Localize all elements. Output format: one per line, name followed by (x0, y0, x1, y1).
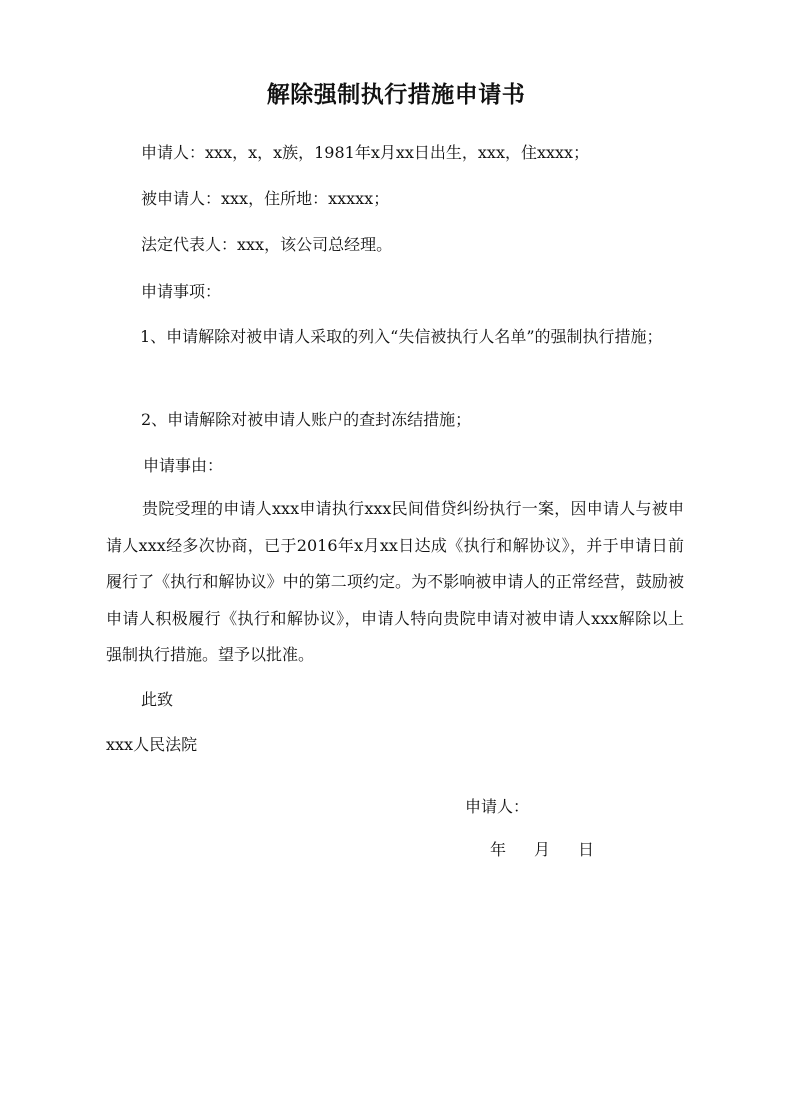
date-month-label: 月 (534, 840, 551, 859)
legal-representative-line: 法定代表人：xxx，该公司总经理。 (141, 235, 393, 254)
matters-heading: 申请事项： (141, 282, 222, 301)
court-name: xxx人民法院 (106, 735, 198, 754)
respondent-line: 被申请人：xxx，住所地：xxxxx； (141, 189, 390, 208)
date-day-label: 日 (578, 840, 595, 859)
reasons-heading: 申请事由： (143, 456, 224, 475)
reasons-body: 贵院受理的申请人xxx申请执行xxx民间借贷纠纷执行一案，因申请人与被申请人xxx经多次协商，已于2016年x月xx日达成《执行和解协议》，并于申请日前履行了《执行和解协议》中的第二项约定。为不影响被申请人的正常经营，鼓励被申请人积极履行《执行和解协议》，申请人特向贵院申请对被申请人xxx解除以上强制执行措施。望予以批准。 (106, 499, 684, 664)
date-year-label: 年 (490, 840, 507, 859)
date-row (490, 840, 594, 860)
document-title: 解除强制执行措施申请书 (266, 81, 526, 108)
applicant-line: 申请人：xxx，x，x族，1981年x月xx日出生，xxx，住xxxx； (141, 143, 590, 162)
matter-item-1: 1、申请解除对被申请人采取的列入“失信被执行人名单”的强制执行措施； (140, 327, 663, 346)
salutation: 此致 (141, 690, 174, 709)
matter-item-2: 2、申请解除对被申请人账户的查封冻结措施； (141, 410, 472, 429)
signature-label: 申请人： (465, 797, 530, 816)
